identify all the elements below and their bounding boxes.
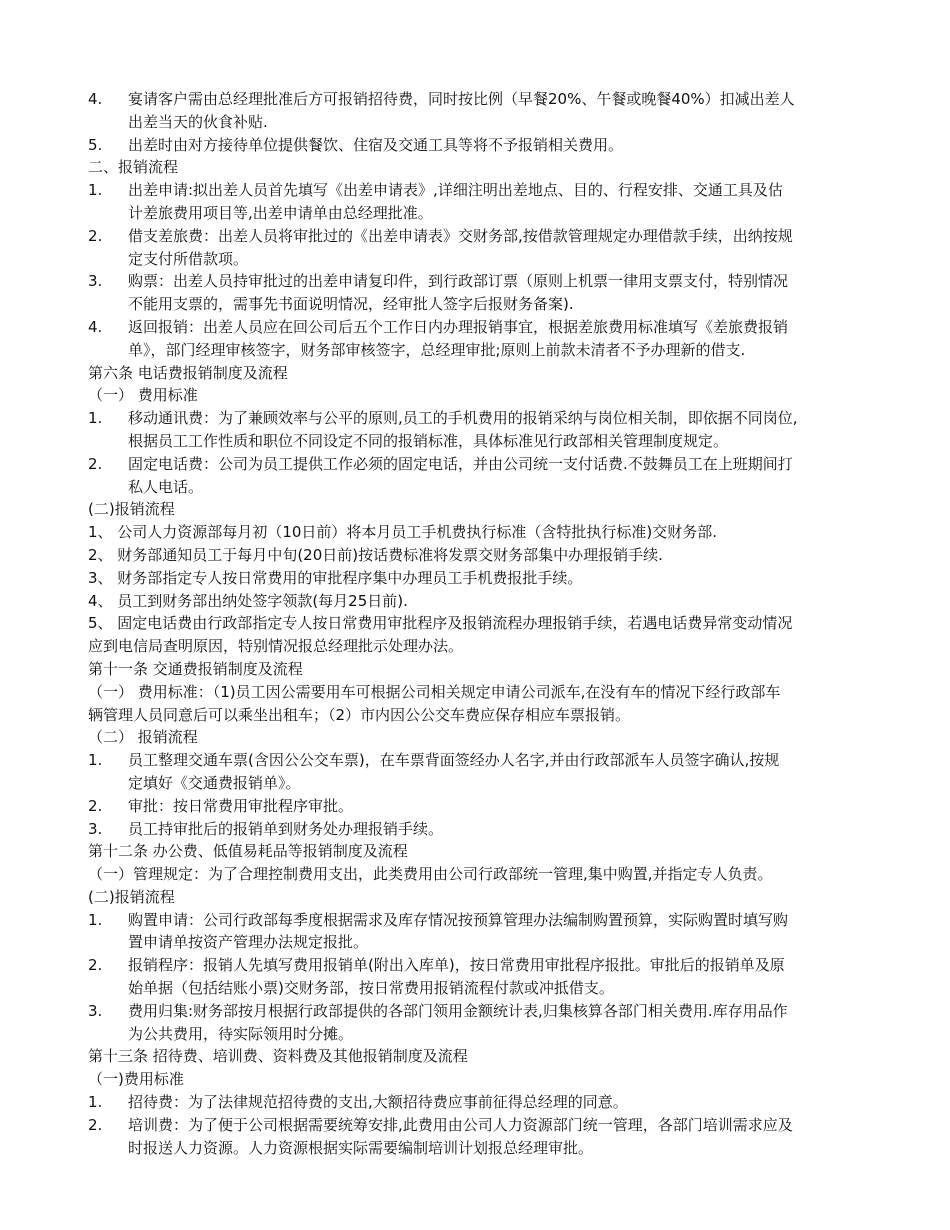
item-text: 费用归集:财务部按月根据行政部提供的各部门领用金额统计表,归集核算各部门相关费用.库存用品作 [128, 1001, 788, 1020]
item-text: 购票：出差人员持审批过的出差申请复印件，到行政部订票（原则上机票一律用支票支付，特别情况 [128, 272, 789, 291]
paragraph-text: 第十三条 招待费、培训费、资料费及其他报销制度及流程 [88, 1047, 468, 1066]
item-number: 1. [88, 181, 103, 200]
continuation-text: 定支付所借款项。 [128, 249, 249, 268]
text-line [0, 156, 950, 179]
item-text: 招待费：为了法律规范招待费的支出,大额招待费应事前征得总经理的同意。 [128, 1093, 628, 1112]
continuation-text: 私人电话。 [128, 477, 204, 496]
item-text: 报销程序：报销人先填写费用报销单(附出入库单)，按日常费用审批程序报批。审批后的报销单及原 [128, 956, 785, 975]
paragraph-text: 4、 员工到财务部出纳处签字领款(每月25日前). [88, 591, 408, 610]
continuation-text: 出差当天的伙食补贴. [128, 112, 268, 131]
paragraph-text: 3、 财务部指定专人按日常费用的审批程序集中办理员工手机费报批手续。 [88, 568, 583, 587]
text-line [0, 886, 950, 909]
continuation-line [0, 430, 950, 453]
text-line [0, 1045, 950, 1068]
text-line [0, 544, 950, 567]
continuation-text: 始单据（包括结账小票)交财务部，按日常费用报销流程付款或冲抵借支。 [128, 979, 614, 998]
text-line [0, 658, 950, 681]
text-line [0, 840, 950, 863]
numbered-line [0, 316, 950, 339]
paragraph-text: (二)报销流程 [88, 887, 175, 906]
text-line [0, 1068, 950, 1091]
continuation-line [0, 1137, 950, 1160]
continuation-line [0, 931, 950, 954]
continuation-line [0, 977, 950, 1000]
continuation-line [0, 202, 950, 225]
text-line [0, 704, 950, 727]
continuation-line [0, 339, 950, 362]
item-text: 借支差旅费：出差人员将审批过的《出差申请表》交财务部,按借款管理规定办理借款手续，出纳按规 [128, 226, 793, 245]
paragraph-text: （一）管理规定：为了合理控制费用支出，此类费用由公司行政部统一管理,集中购置,并指定专人负责。 [88, 865, 773, 884]
continuation-line [0, 111, 950, 134]
text-line [0, 863, 950, 886]
item-text: 员工持审批后的报销单到财务处办理报销手续。 [128, 819, 444, 838]
text-line [0, 726, 950, 749]
paragraph-text: 二、报销流程 [88, 158, 179, 177]
text-line [0, 498, 950, 521]
item-text: 审批：按日常费用审批程序审批。 [128, 796, 354, 815]
document-page [0, 88, 950, 1159]
item-text: 培训费：为了便于公司根据需要统筹安排,此费用由公司人力资源部门统一管理，各部门培训需求应及 [128, 1115, 793, 1134]
paragraph-text: 第十一条 交通费报销制度及流程 [88, 659, 303, 678]
numbered-line [0, 88, 950, 111]
continuation-text: 根据员工工作性质和职位不同设定不同的报销标准，具体标准见行政部相关管理制度规定。 [128, 431, 729, 450]
numbered-line [0, 909, 950, 932]
text-line [0, 612, 950, 635]
continuation-text: 时报送人力资源。人力资源根据实际需要编制培训计划报总经理审批。 [128, 1138, 594, 1157]
item-number: 3. [88, 1001, 103, 1020]
item-number: 2. [88, 956, 103, 975]
item-text: 移动通讯费：为了兼顾效率与公平的原则,员工的手机费用的报销采纳与岗位相关制，即依据不同岗位, [128, 409, 798, 428]
numbered-line [0, 795, 950, 818]
paragraph-text: (二)报销流程 [88, 500, 175, 519]
item-text: 出差申请:拟出差人员首先填写《出差申请表》,详细注明出差地点、目的、行程安排、交通工具及估 [128, 181, 783, 200]
item-number: 3. [88, 272, 103, 291]
paragraph-text: 1、 公司人力资源部每月初（10日前）将本月员工手机费执行标准（含特批执行标准)交财务部. [88, 523, 718, 542]
paragraph-text: 应到电信局查明原因，特别情况报总经理批示处理办法。 [88, 637, 464, 656]
text-line [0, 384, 950, 407]
numbered-line [0, 1091, 950, 1114]
paragraph-text: 第六条 电话费报销制度及流程 [88, 363, 288, 382]
item-number: 1. [88, 1093, 103, 1112]
continuation-text: 单》，部门经理审核签字，财务部审核签字，总经理审批;原则上前款未清者不予办理新的借支. [128, 340, 746, 359]
numbered-line [0, 179, 950, 202]
numbered-line [0, 818, 950, 841]
numbered-line [0, 749, 950, 772]
item-number: 1. [88, 910, 103, 929]
item-number: 5. [88, 135, 103, 154]
item-number: 2. [88, 226, 103, 245]
numbered-line [0, 1000, 950, 1023]
item-text: 购置申请：公司行政部每季度根据需求及库存情况按预算管理办法编制购置预算，实际购置时填写购 [128, 910, 789, 929]
text-line [0, 567, 950, 590]
numbered-line [0, 954, 950, 977]
item-text: 宴请客户需由总经理批准后方可报销招待费，同时按比例（早餐20%、午餐或晚餐40%）扣减出差人 [128, 90, 795, 108]
item-number: 4. [88, 317, 103, 336]
numbered-line [0, 225, 950, 248]
item-number: 2. [88, 796, 103, 815]
numbered-line [0, 407, 950, 430]
paragraph-text: 5、 固定电话费由行政部指定专人按日常费用审批程序及报销流程办理报销手续，若遇电话费异常变动情况 [88, 614, 793, 633]
item-text: 员工整理交通车票(含因公公交车票)，在车票背面签经办人名字,并由行政部派车人员签字确认,按规 [128, 751, 780, 770]
text-line [0, 681, 950, 704]
continuation-text: 不能用支票的，需事先书面说明情况，经审批人签字后报财务备案). [128, 295, 574, 314]
text-line [0, 362, 950, 385]
continuation-line [0, 1023, 950, 1046]
item-number: 1. [88, 751, 103, 770]
item-number: 3. [88, 819, 103, 838]
text-line [0, 521, 950, 544]
paragraph-text: （一） 费用标准：（1)员工因公需要用车可根据公司相关规定申请公司派车,在没有车的情况下经行政部车 [88, 682, 781, 701]
item-number: 4. [88, 90, 103, 108]
text-line [0, 635, 950, 658]
continuation-text: 计差旅费用项目等,出差申请单由总经理批准。 [128, 203, 433, 222]
text-line [0, 590, 950, 613]
numbered-line [0, 1114, 950, 1137]
paragraph-text: 2、 财务部通知员工于每月中旬(20日前)按话费标准将发票交财务部集中办理报销手续. [88, 545, 663, 564]
item-number: 1. [88, 409, 103, 428]
item-text: 出差时由对方接待单位提供餐饮、住宿及交通工具等将不予报销相关费用。 [128, 135, 624, 154]
item-text: 固定电话费：公司为员工提供工作必须的固定电话，并由公司统一支付话费.不鼓舞员工在上班期间打 [128, 454, 793, 473]
paragraph-text: （一)费用标准 [88, 1070, 184, 1089]
paragraph-text: 第十二条 办公费、低值易耗品等报销制度及流程 [88, 842, 408, 861]
numbered-line [0, 134, 950, 157]
continuation-text: 置申请单按资产管理办法规定报批。 [128, 933, 369, 952]
paragraph-text: （二） 报销流程 [88, 728, 198, 747]
item-number: 2. [88, 454, 103, 473]
paragraph-text: 辆管理人员同意后可以乘坐出租车；（2）市内因公公交车费应保存相应车票报销。 [88, 705, 631, 724]
continuation-line [0, 476, 950, 499]
numbered-line [0, 270, 950, 293]
item-text: 返回报销：出差人员应在回公司后五个工作日内办理报销事宜，根据差旅费用标准填写《差旅费报销 [128, 317, 789, 336]
item-number: 2. [88, 1115, 103, 1134]
continuation-line [0, 772, 950, 795]
paragraph-text: （一） 费用标准 [88, 386, 198, 405]
continuation-text: 定填好《交通费报销单》。 [128, 773, 301, 792]
continuation-line [0, 248, 950, 271]
numbered-line [0, 453, 950, 476]
continuation-line [0, 293, 950, 316]
continuation-text: 为公共费用，待实际领用时分摊。 [128, 1024, 354, 1043]
